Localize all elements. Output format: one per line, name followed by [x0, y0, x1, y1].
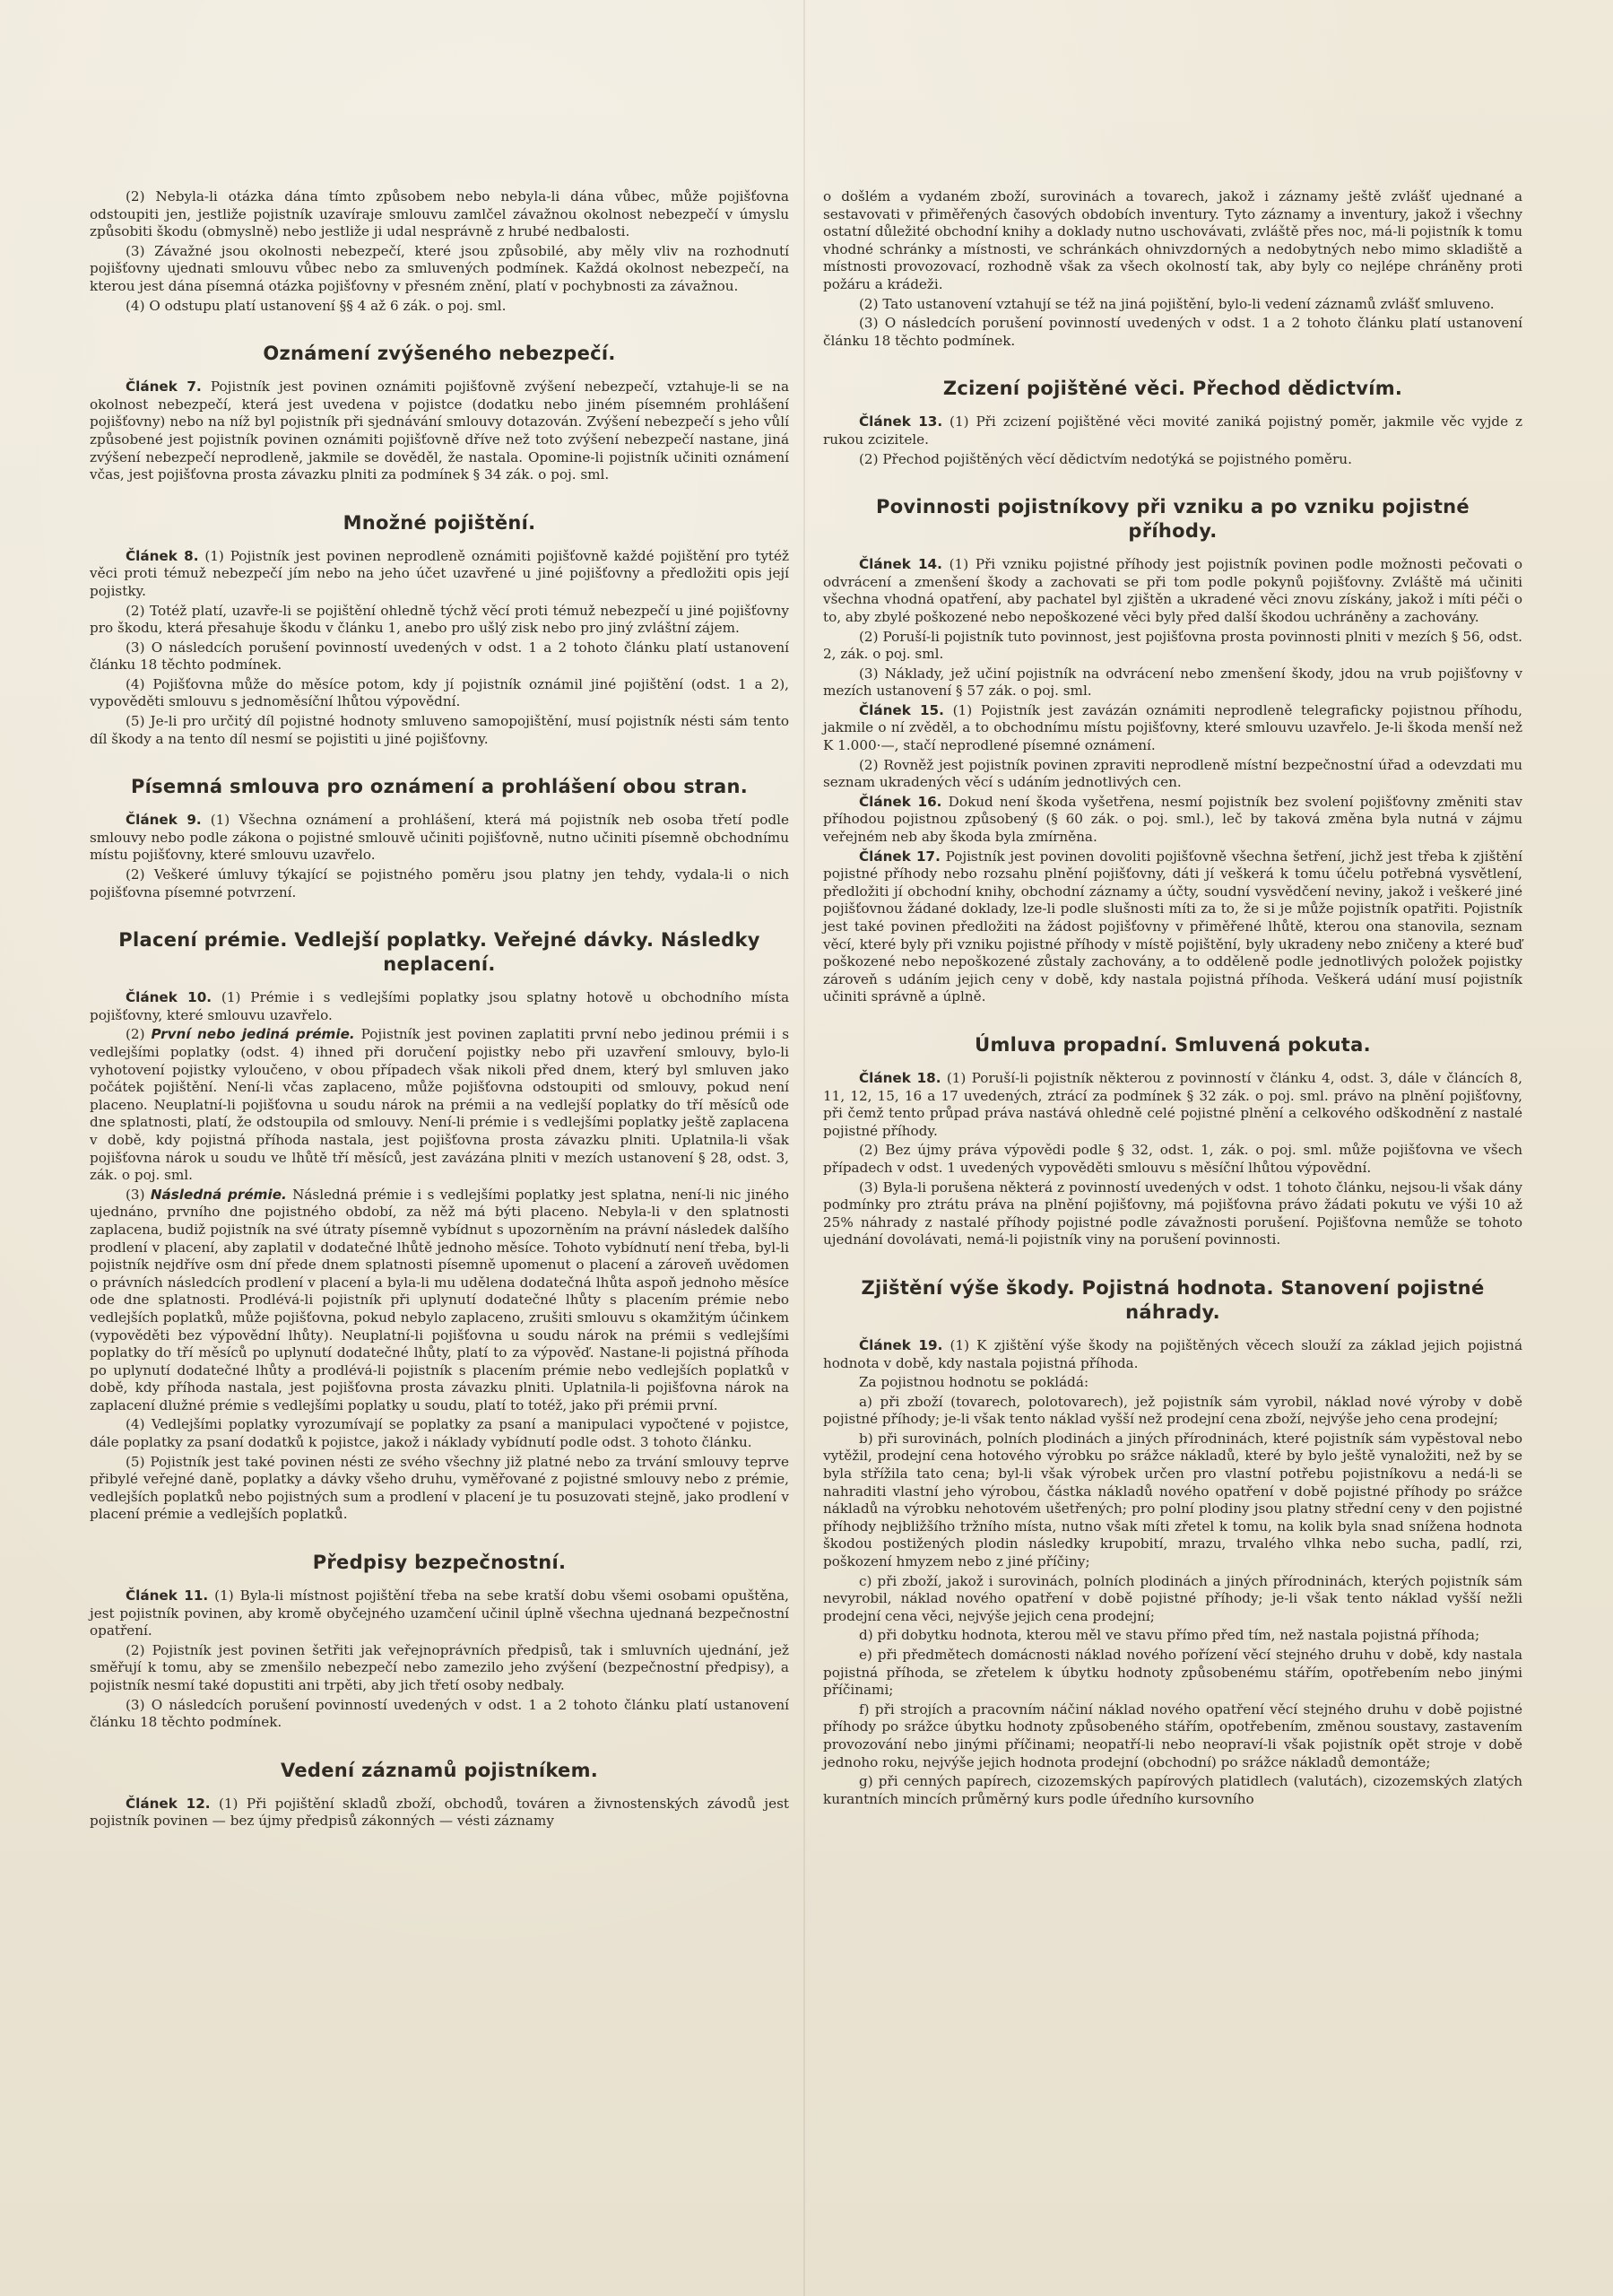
- article-text: (1) Všechna oznámení a prohlášení, která má pojistník neb osoba třetí podle smlouvy nebo podle zákona o pojistné smlouvě učiniti pojišťovně, nutno učiniti písemně obchodnímu místu pojišťovny, které smlouvu uzavřelo.: [90, 812, 789, 864]
- article-10: [90, 989, 789, 1024]
- paragraph: (2) Nebyla-li otázka dána tímto způsobem nebo nebyla-li dána vůbec, může pojišťovna odstoupiti jen, jestliže pojistník uzavíraje smlouvu zamlčel závažnou okolnost nebezpečí v úmyslu způsobiti škodu (obmyslně) nebo jestliže ji udal nesprávně z hrubé nedbalosti.: [90, 188, 789, 240]
- article-label: Článek 14.: [859, 556, 942, 573]
- paragraph: (3) Byla-li porušena některá z povinností uvedených v odst. 1 tohoto článku, nejsou-li však dány podmínky pro ztrátu práva na plnění pojišťovny, má pojišťovna právo žádati pokutu ve výši 10 až 25% náhrady z nastalé příhody pojistné podle závažnosti porušení. Pojišťovna nemůže se tohoto ujednání dovolávati, nemá-li pojistník viny na porušení povinnosti.: [823, 1178, 1522, 1248]
- subheading: První nebo jediná prémie.: [151, 1026, 355, 1043]
- article-label: Článek 12.: [126, 1795, 211, 1812]
- paragraph: o došlém a vydaném zboží, surovinách a tovarech, jakož i záznamy ještě zvlášť ujednané a sestavovati v přiměřených časových obdobích inventury. Tyto záznamy a inventury, jakož i všechny ostatní důležité obchodní knihy a doklady nutno uschovávati, zvláště přes noc, má-li pojistník k tomu vhodné schránky a místnosti, ve schránkách ohnivzdorných a nedobytných nebo mimo skladiště a místnosti provozovací, rozhodně však za všech okolností tak, aby byly co nejlépe chráněny proti požáru a krádeži.: [823, 188, 1522, 292]
- article-text: Dokud není škoda vyšetřena, nesmí pojistník bez svolení pojišťovny změniti stav příhodou pojistnou způsobený (§ 60 zák. o poj. sml.), leč by taková změna byla nutná v zájmu veřejném neb aby škoda byla zmírněna.: [823, 793, 1523, 846]
- subheading: Následná prémie.: [150, 1186, 287, 1203]
- paragraph: (3) O následcích porušení povinností uvedených v odst. 1 a 2 tohoto článku platí ustanovení článku 18 těchto podmínek.: [823, 315, 1522, 349]
- list-item: f) při strojích a pracovním náčiní náklad nového opatření věcí stejného druhu v době pojistné příhody po srážce úbytku hodnoty způsobeného stářím, opotřebením, změnou soustavy, zastavením provozování nebo jinými příčinami; neopatří-li nebo neopraví-li však pojistník opět stroje v době jednoho roku, nejvýše jejich hodnota prodejní (obchodní) po srážce nákladů demontáže;: [823, 1700, 1522, 1770]
- section-heading-vedeni: Vedení záznamů pojistníkem.: [280, 1759, 599, 1781]
- paragraph: (3) Závažné jsou okolnosti nebezpečí, které jsou způsobilé, aby měly vliv na rozhodnutí pojišťovny ujednati smlouvu vůbec nebo za smluvených podmínek. Každá okolnost nebezpečí, na kterou jest dána písemná otázka pojišťovny v přesném znění, platí v pochybnosti za závažnou.: [90, 242, 789, 294]
- paragraph: (2) Totéž platí, uzavře-li se pojištění ohledně týchž věcí proti témuž nebezpečí u jiné pojišťovny pro škodu, která přesahuje škodu v článku 1, anebo pro ušlý zisk nebo pro jiný zvláštní zájem.: [90, 602, 789, 637]
- article-14: [823, 556, 1522, 626]
- article-label: Článek 18.: [859, 1069, 941, 1086]
- article-label: Článek 17.: [859, 848, 941, 865]
- paragraph-number: (3): [126, 1186, 145, 1203]
- list-item: b) při surovinách, polních plodinách a jiných přírodninách, které pojistník sám vypěstoval nebo vytěžil, prodejní cena hotového výrobku po srážce nákladů, které by bylo ještě vynaložiti, než by se byla střížila tato cena; byl-li však výrobek určen pro vlastní potřebu pojistníkovu a nedá-li se nahraditi vlastní jeho výrobou, částka nákladů nového opatření v době pojistné příhody po srážce nákladů na výrobku nehotovém ušetřených; pro polní plodiny jsou platny střední ceny v den pojistné příhody nejbližšího tržního místa, nutno však míti zřetel k tomu, na kolik byla snad snížena hodnota škodou postižených plodin následky krupobití, mrazu, trvalého vlhka nebo sucha, padlí, rzi, poškození hmyzem nebo z jiné příčiny;: [823, 1430, 1522, 1570]
- article-label: Článek 15.: [859, 701, 944, 718]
- paragraph: (3) O následcích porušení povinností uvedených v odst. 1 a 2 tohoto článku platí ustanovení článku 18 těchto podmínek.: [90, 1696, 789, 1731]
- paragraph-text: Pojistník jest povinen zaplatiti první nebo jedinou prémii i s vedlejšími poplatky (odst. 4) ihned při doručení pojistky nebo při uzavření smlouvy, bylo-li vyhotovení pojistky vyloučeno, v obou případech však nikoli před dnem, který byl smluven jako počátek pojištění. Není-li včas zaplaceno, může pojišťovna odstoupiti od smlouvy, pokud není placeno. Neuplatní-li pojišťovna u soudu nárok na prémii a na vedlejší poplatky do tří měsíců ode dne splatnosti, platí, že odstoupila od smlouvy. Není-li prémie i s vedlejšími poplatky ještě zaplacena v době, kdy pojistná příhoda nastala, jest pojišťovna prosta závazku plniti. Uplatnila-li však pojišťovna nárok u soudu ve lhůtě tří měsíců, jest zavázána plniti v mezích ustanovení § 28, odst. 3, zák. o poj. sml.: [90, 1026, 790, 1184]
- paragraph-number: (2): [126, 1026, 145, 1043]
- section-heading-mnozne: Množné pojištění.: [343, 511, 536, 534]
- paragraph: (4) Vedlejšími poplatky vyrozumívají se poplatky za psaní a manipulaci vypočtené v pojistce, dále poplatky za psaní dodatků k pojistce, jakož i náklady vybídnutí podle odst. 3 tohoto článku.: [90, 1416, 789, 1451]
- paragraph: [90, 1026, 789, 1184]
- section-heading-povinnosti: Povinnosti pojistníkovy při vzniku a po vzniku pojistné příhody.: [876, 496, 1470, 543]
- article-9: [90, 812, 789, 865]
- list-item: g) při cenných papírech, cizozemských papírových platidlech (valutách), cizozemských zlatých kurantních mincích průměrný kurs podle úředního kursovního: [823, 1773, 1522, 1807]
- article-text: (1) Poruší-li pojistník některou z povinností v článku 4, odst. 3, dále v článcích 8, 11, 12, 15, 16 a 17 uvedených, ztrácí za podmínek § 32 zák. o poj. sml. právo na plnění pojišťovny, při čemž tento průpad práva nastává ohledně celé pojistné plnění a celkového odškodnění z nastalé pojistné příhody.: [823, 1069, 1523, 1139]
- article-label: Článek 7.: [126, 378, 202, 396]
- paragraph: (2) Pojistník jest povinen šetřiti jak veřejnoprávních předpisů, tak i smluvních ujednání, jež směřují k tomu, aby se zmenšilo nebezpečí nebo zamezilo jeho zvýšení (bezpečnostní předpisy), a pojistník nesmí také dopustiti ani trpěti, aby jich třetí osoby nedbaly.: [90, 1641, 789, 1693]
- article-label: Článek 13.: [859, 413, 943, 430]
- article-text: (1) Při vzniku pojistné příhody jest pojistník povinen podle možnosti pečovati o odvrácení a zmenšení škody a zachovati se při tom podle pokynů pojišťovny. Zvláště má učiniti všechna vhodná opatření, aby pachatel byl zjištěn a ukradené věci znovu získány, jakož i míti péči o to, aby zbylé poškozené nebo nepoškozené věci byly před další škodou uchráněny a zachovány.: [823, 556, 1523, 625]
- paragraph: (5) Je-li pro určitý díl pojistné hodnoty smluveno samopojištění, musí pojistník nésti sám tento díl škody a na tento díl nesmí se pojistiti u jiné pojišťovny.: [90, 713, 789, 747]
- right-column: [823, 188, 1522, 1810]
- paragraph: (2) Tato ustanovení vztahují se též na jiná pojištění, bylo-li vedení záznamů zvlášť smluveno.: [859, 295, 1495, 312]
- paragraph: (5) Pojistník jest také povinen nésti ze svého všechny již platné nebo za trvání smlouvy teprve přibylé veřejné daně, poplatky a dávky všeho druhu, vyměřované z pojistné smlouvy nebo z prémie, vedlejších poplatků nebo pojistných sum a prodlení v placení je tu posuzovati stejně, jako prodlení v placení prémie a vedlejších poplatků.: [90, 1453, 789, 1523]
- paragraph: Za pojistnou hodnotu se pokládá:: [859, 1374, 1089, 1391]
- section-heading-predpisy: Předpisy bezpečnostní.: [312, 1552, 567, 1574]
- section-heading-zjisteni: Zjištění výše škody. Pojistná hodnota. Stanovení pojistné náhrady.: [861, 1276, 1485, 1323]
- paragraph: (2) Veškeré úmluvy týkající se pojistného poměru jsou platny jen tehdy, vydala-li o nich pojišťovna písemné potvrzení.: [90, 866, 789, 900]
- section-heading-placeni: Placení prémie. Vedlejší poplatky. Veřejné dávky. Následky neplacení.: [118, 929, 760, 976]
- article-label: Článek 11.: [126, 1587, 209, 1605]
- article-13: [823, 413, 1522, 448]
- article-17: [823, 848, 1522, 1006]
- article-text: (1) Byla-li místnost pojištění třeba na sebe kratší dobu všemi osobami opuštěna, jest pojistník povinen, aby kromě obyčejného uzamčení učinil úplně všechna ujednaná bezpečnostní opatření.: [90, 1587, 789, 1639]
- list-item: c) při zboží, jakož i surovinách, polních plodinách a jiných přírodninách, kterých pojistník sám nevyrobil, náklad nového opatření v době pojistné příhody; je-li však tento náklad vyšší nežli prodejní cena věci, nejvýše jejich cena prodejní;: [823, 1572, 1522, 1624]
- paragraph: (3) Náklady, jež učiní pojistník na odvrácení nebo zmenšení škody, jdou na vrub pojišťovny v mezích ustanovení § 57 zák. o poj. sml.: [823, 665, 1522, 700]
- paragraph: (2) Bez újmy práva výpovědi podle § 32, odst. 1, zák. o poj. sml. může pojišťovna ve všech případech v odst. 1 uvedených vypověděti smlouvu s měsíční lhůtou výpovědní.: [823, 1142, 1522, 1176]
- section-heading-pisemna: Písemná smlouva pro oznámení a prohlášení obou stran.: [130, 776, 749, 798]
- paragraph: (2) Poruší-li pojistník tuto povinnost, jest pojišťovna prosta povinnosti plniti v mezích § 56, odst. 2, zák. o poj. sml.: [823, 628, 1522, 663]
- section-heading-oznameni: Oznámení zvýšeného nebezpečí.: [263, 343, 616, 365]
- paragraph: [90, 1187, 789, 1415]
- list-item: e) při předmětech domácnosti náklad nového pořízení věcí stejného druhu v době, kdy nastala pojistná příhoda, se zřetelem k úbytku hodnoty způsobenému stářím, opotřebením nebo jinými příčinami;: [823, 1647, 1522, 1699]
- article-label: Článek 16.: [859, 793, 942, 810]
- paragraph: (4) O odstupu platí ustanovení §§ 4 až 6 zák. o poj. sml.: [126, 297, 507, 314]
- article-label: Článek 8.: [126, 547, 199, 564]
- article-11: [90, 1587, 789, 1640]
- article-text: (1) Při pojištění skladů zboží, obchodů, továren a živnostenských závodů jest pojistník povinen — bez újmy předpisů zákonných — vésti záznamy: [90, 1795, 789, 1830]
- article-text: Pojistník jest povinen oznámiti pojišťovně zvýšení nebezpečí, vztahuje-li se na okolnost nebezpečí, která jest uvedena v pojistce (dodatku nebo jiném písemném prohlášení pojišťovny) nebo na níž byl pojistník při sjednávání smlouvy dotazován. Zvýšení nebezpečí s jeho vůlí způsobené jest pojistník povinen oznámiti pojišťovně dříve než toto zvýšení nebezpečí nastane, jiná zvýšení nebezpečí neprodleně, jakmile se dověděl, že nastala. Opomine-li pojistník učiniti oznámení včas, jest pojišťovna prosta závazku plniti za podmínek § 34 zák. o poj. sml.: [90, 378, 790, 483]
- article-8: [90, 548, 789, 601]
- left-column: [90, 188, 789, 1832]
- section-heading-zcizeni: Zcizení pojištěné věci. Přechod dědictvím.: [942, 378, 1403, 400]
- article-18: [823, 1070, 1522, 1140]
- article-label: Článek 19.: [859, 1336, 943, 1353]
- article-text: (1) Prémie i s vedlejšími poplatky jsou splatny hotově u obchodního místa pojišťovny, které smlouvu uzavřelo.: [90, 989, 789, 1023]
- paragraph: (2) Přechod pojištěných věcí dědictvím nedotýká se pojistného poměru.: [859, 450, 1352, 467]
- section-heading-umluva: Úmluva propadní. Smluvená pokuta.: [975, 1033, 1371, 1056]
- page-fold: [803, 0, 805, 2296]
- article-text: (1) Pojistník jest zavázán oznámiti neprodleně telegraficky pojistnou příhodu, jakmile o ní zvěděl, a to obchodnímu místu pojišťovny, které smlouvu uzavřelo. Je-li škoda menší než K 1.000·—, stačí neprodlené písemné oznámení.: [823, 701, 1523, 754]
- list-item: d) při dobytku hodnota, kterou měl ve stavu přímo před tím, než nastala pojistná příhoda;: [859, 1627, 1480, 1644]
- paragraph: (4) Pojišťovna může do měsíce potom, kdy jí pojistník oznámil jiné pojištění (odst. 1 a 2), vypověděti smlouvu s jednoměsíční lhůtou výpovědní.: [90, 675, 789, 710]
- paragraph: (2) Rovněž jest pojistník povinen zpraviti neprodleně místní bezpečnostní úřad a odevzdati mu seznam ukradených věcí s udáním jednotlivých cen.: [823, 756, 1522, 791]
- article-text: Pojistník jest povinen dovoliti pojišťovně všechna šetření, jichž jest třeba k zjištění pojistné příhody nebo rozsahu plnění pojišťovny, dáti jí veškerá k tomu účelu potřebná vysvětlení, předložiti jí obchodní knihy, obchodní záznamy a účty, soudní vysvědčení neviny, jakož i veškeré jiné pojišťovnou žádané doklady, lze-li podle slušnosti míti za to, že si je může pojistník opatřiti. Pojistník jest také povinen předložiti na žádost pojišťovny v přiměřené lhůtě, kterou ona stanovila, seznam věcí, které byly při vzniku pojistné příhody v místě pojištění, byly ukradeny nebo zničeny a které buď poškozené nebo nepoškozené zůstaly zachovány, a to odděleně podle jednotlivých položek pojistky zároveň s udáním jejich ceny v době, kdy nastala pojistná příhoda. Veškerá udání musí pojistník učiniti správně a úplně.: [823, 848, 1522, 1005]
- paragraph-text: Následná prémie i s vedlejšími poplatky jest splatna, není-li nic jiného ujednáno, prvního dne pojistného období, za něž má býti placeno. Nebyla-li v den splatnosti zaplacena, budiž pojistník na své útraty písemně vybídnut s upozorněním na právní následek dalšího prodlení v placení, aby zaplatil v dodatečné lhůtě jednoho měsíce. Tohoto vybídnutí není třeba, byl-li pojistník nejdříve osm dní přede dnem splatnosti písemně upomenut o placení a zároveň uvědomen o právních následcích prodlení v placení a byla-li mu udělena dodatečná lhůta aspoň jednoho měsíce ode dne splatnosti. Prodlévá-li pojistník při uplynutí dodatečné lhůty s placením prémie nebo vedlejších poplatků, může pojišťovna, pokud nebylo zaplaceno, zrušiti smlouvu s okamžitým účinkem (vypověděti bez výpovědní lhůty). Neuplatní-li pojišťovna u soudu nárok na prémii s vedlejšími poplatky do tří měsíců po uplynutí dodatečné lhůty, platí to za výpověď. Nastane-li pojistná příhoda po uplynutí dodatečné lhůty a prodlévá-li pojistník s placením prémie nebo vedlejších poplatků v době, kdy příhoda nastala, jest pojišťovna prosta závazku plniti. Uplatnila-li pojišťovna nárok na zaplacení dlužné prémie s vedlejšími poplatky u soudu, platí to totéž, jako při prémii první.: [90, 1186, 790, 1413]
- article-19: [823, 1337, 1522, 1372]
- article-12: [90, 1796, 789, 1831]
- article-16: [823, 794, 1522, 847]
- article-text: (1) Pojistník jest povinen neprodleně oznámiti pojišťovně každé pojištění pro tytéž věci proti témuž nebezpečí jím nebo na jeho účet uzavřené u jiné pojišťovny a předložiti opis její pojistky.: [90, 547, 789, 599]
- article-7: [90, 378, 789, 484]
- paragraph: (3) O následcích porušení povinností uvedených v odst. 1 a 2 tohoto článku platí ustanovení článku 18 těchto podmínek.: [90, 639, 789, 674]
- article-label: Článek 9.: [126, 812, 202, 829]
- article-text: (1) Při zcizení pojištěné věci movité zaniká pojistný poměr, jakmile věc vyjde z rukou zcizitele.: [823, 413, 1522, 448]
- article-15: [823, 702, 1522, 755]
- article-label: Článek 10.: [126, 989, 212, 1006]
- list-item: a) při zboží (tovarech, polotovarech), jež pojistník sám vyrobil, náklad nové výroby v době pojistné příhody; je-li však tento náklad vyšší než prodejní cena zboží, nejvýše jeho cena prodejní;: [823, 1393, 1522, 1428]
- article-text: (1) K zjištění výše škody na pojištěných věcech slouží za základ jejich pojistná hodnota v době, kdy nastala pojistná příhoda.: [823, 1336, 1522, 1371]
